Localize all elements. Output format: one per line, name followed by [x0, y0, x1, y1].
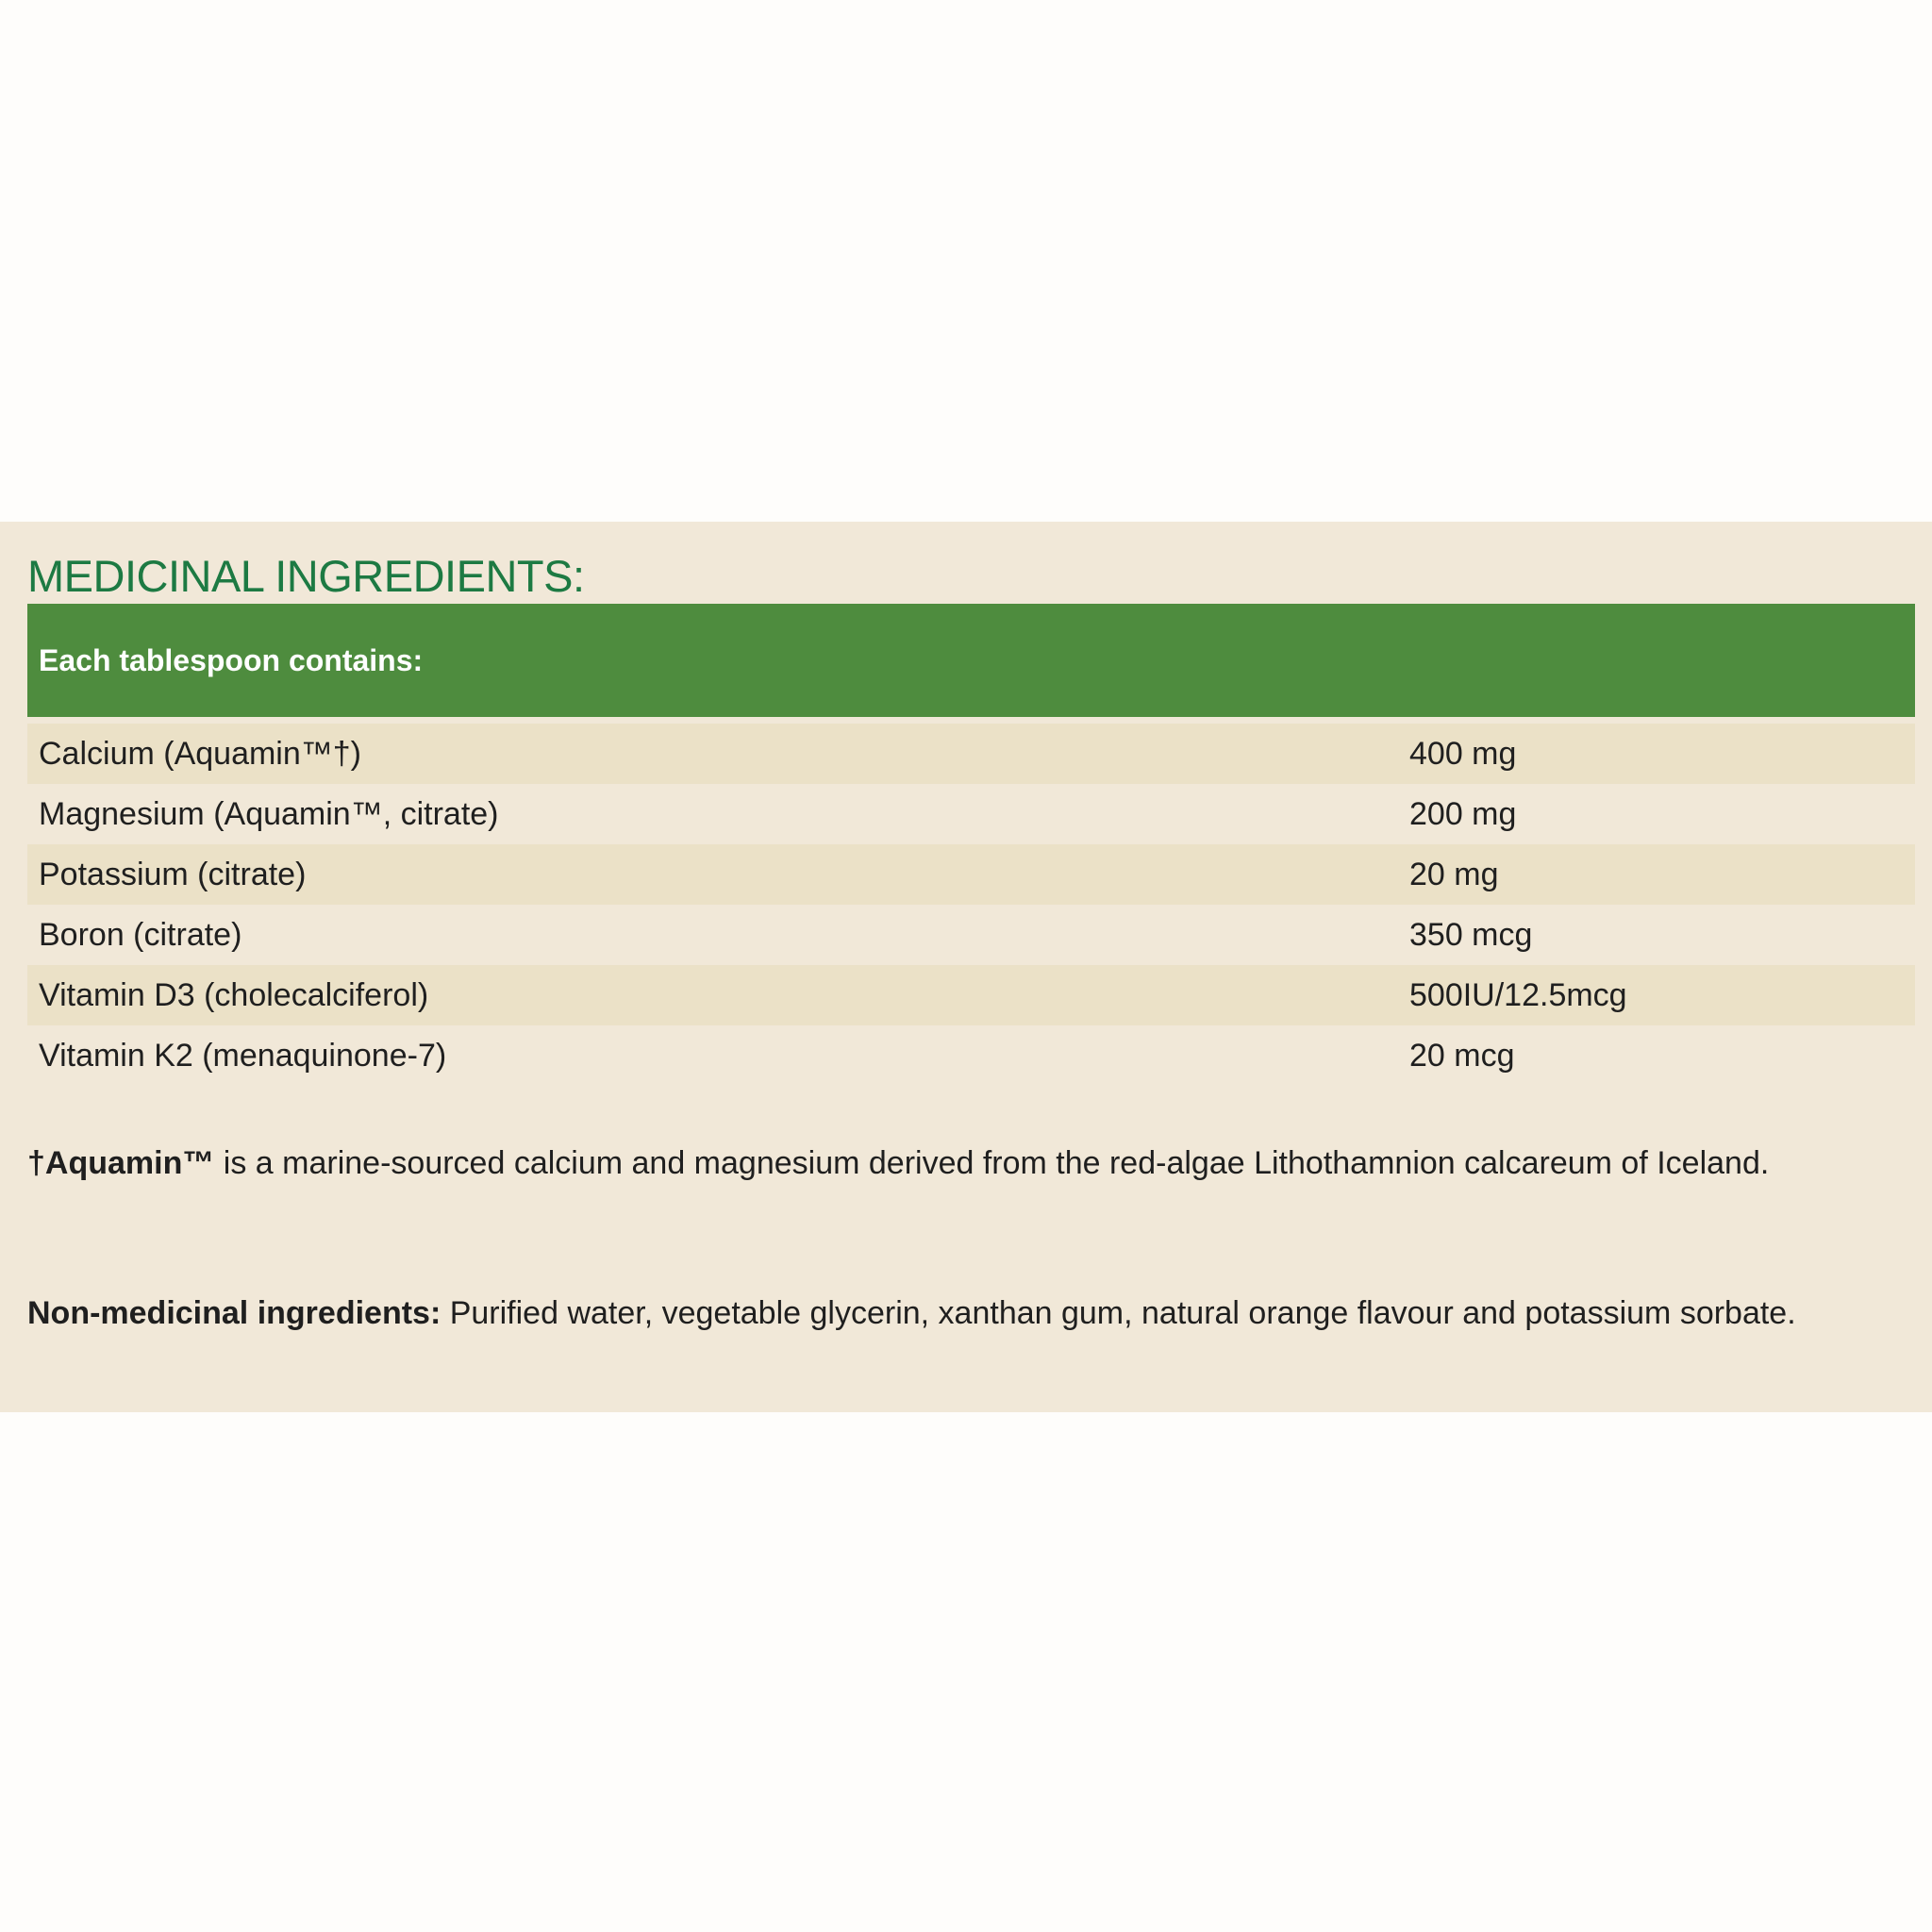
ingredient-amount: 500IU/12.5mcg: [1409, 977, 1627, 1013]
ingredient-amount: 20 mcg: [1409, 1038, 1515, 1074]
ingredient-name: Calcium (Aquamin™†): [39, 736, 361, 772]
table-header: [27, 604, 1915, 717]
ingredient-amount: 400 mg: [1409, 736, 1517, 772]
ingredient-name: Magnesium (Aquamin™, citrate): [39, 796, 499, 832]
ingredient-name: Vitamin K2 (menaquinone-7): [39, 1038, 447, 1074]
ingredient-amount: 20 mg: [1409, 857, 1499, 892]
non-medicinal-text: Purified water, vegetable glycerin, xanthan gum, natural orange flavour and potassium sorbate.: [441, 1295, 1796, 1331]
footnote-text: is a marine-sourced calcium and magnesium derived from the red-algae Lithothamnion calcareum of Iceland.: [214, 1145, 1770, 1181]
table-row: [27, 784, 1915, 844]
footnote-term: †Aquamin™: [27, 1145, 215, 1181]
ingredient-amount: 350 mcg: [1409, 917, 1533, 953]
ingredients-table: [27, 724, 1915, 1086]
table-row: [27, 905, 1915, 965]
section-heading: MEDICINAL INGREDIENTS:: [27, 551, 585, 601]
table-row: [27, 844, 1915, 905]
ingredient-name: Boron (citrate): [39, 917, 242, 953]
ingredient-amount: 200 mg: [1409, 796, 1517, 832]
table-header-label: Each tablespoon contains:: [39, 643, 424, 677]
non-medicinal-label: Non-medicinal ingredients:: [27, 1295, 441, 1331]
non-medicinal-ingredients: [27, 1286, 1876, 1341]
ingredient-name: Potassium (citrate): [39, 857, 307, 892]
table-row: [27, 724, 1915, 784]
aquamin-footnote: [27, 1136, 1876, 1191]
table-row: [27, 965, 1915, 1025]
ingredient-name: Vitamin D3 (cholecalciferol): [39, 977, 429, 1013]
table-row: [27, 1025, 1915, 1086]
